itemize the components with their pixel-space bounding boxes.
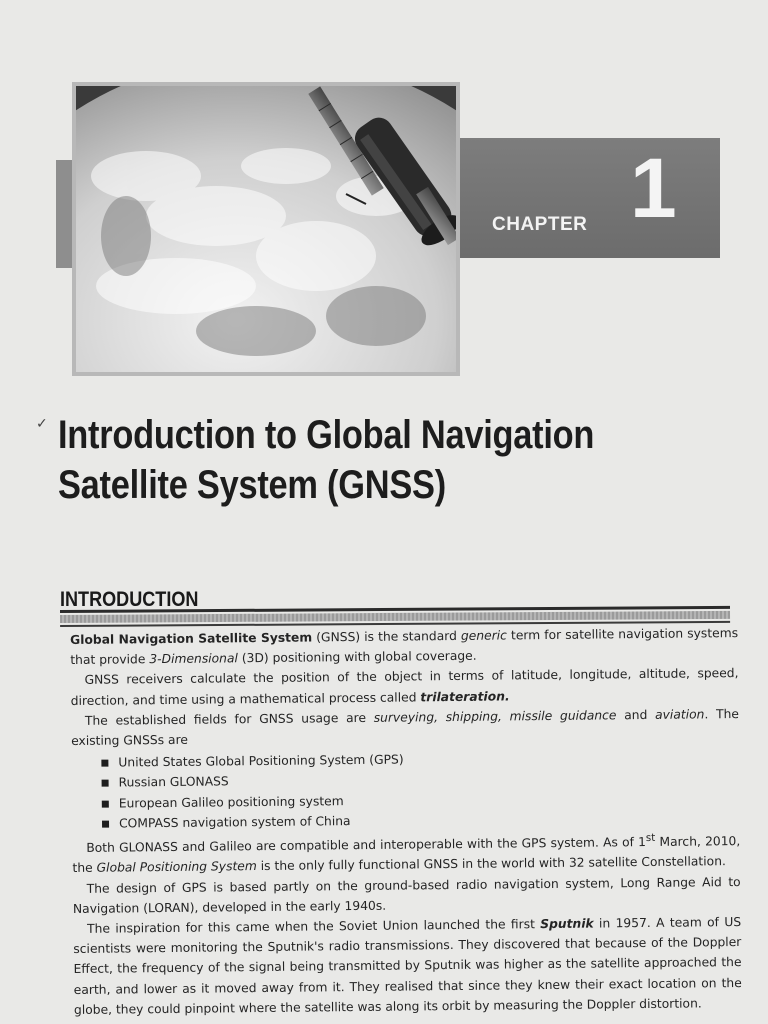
list-item: United States Global Positioning System (GPS) [101, 746, 739, 773]
title-line-1: Introduction to Global Navigation [58, 413, 595, 457]
chapter-label: CHAPTER [492, 214, 588, 235]
chapter-banner [458, 138, 720, 258]
paragraph-fields: The established fields for GNSS usage are surveying, shipping, missile guidance and aviation. The existing GNSSs are [71, 706, 740, 749]
paragraph-compatibility: Both GLONASS and Galileo are compatible and interoperable with the GPS system. As of 1st March, 2010, the Global Positioning System is the only fully functional GNSS in the world with 32 satellite Constellation. [72, 831, 741, 876]
satellite-earth-photo [72, 82, 460, 376]
chapter-title [58, 410, 608, 510]
body-text [70, 623, 742, 1020]
gnss-list [101, 746, 740, 833]
paragraph-loran: The design of GPS is based partly on the ground-based radio navigation system, Long Range Aid to Navigation (LORAN), developed in the early 1940s. [72, 874, 741, 916]
list-item: European Galileo positioning system [102, 787, 740, 814]
chapter-number: 1 [630, 141, 677, 235]
section-heading: INTRODUCTION [60, 588, 199, 611]
paragraph-receivers: GNSS receivers calculate the position of the object in terms of latitude, longitude, altitude, speed, direction, and time using a mathematical process called trilateration. [70, 666, 739, 708]
list-item: Russian GLONASS [102, 766, 740, 793]
paragraph-gnss-definition: Global Navigation Satellite System (GNSS) is the standard generic term for satellite navigation systems that provide 3-Dimensional (3D) positioning with global coverage. [70, 626, 739, 668]
check-mark-icon: ✓ [36, 416, 48, 432]
list-item: COMPASS navigation system of China [102, 807, 740, 834]
title-line-2: Satellite System (GNSS) [58, 463, 446, 507]
paragraph-sputnik: The inspiration for this came when the Soviet Union launched the first Sputnik in 1957. A team of US scientists were monitoring the Sputnik's radio transmissions. They discovered that because of the Doppler Effect, the frequency of the signal being transmitted by Sputnik was higher as the satellite approached the earth, and lower as it moved away from it. They realised that since they knew their exact location on the globe, they could pinpoint where the satellite was along its orbit by measuring the Doppler distortion. [73, 914, 742, 1017]
